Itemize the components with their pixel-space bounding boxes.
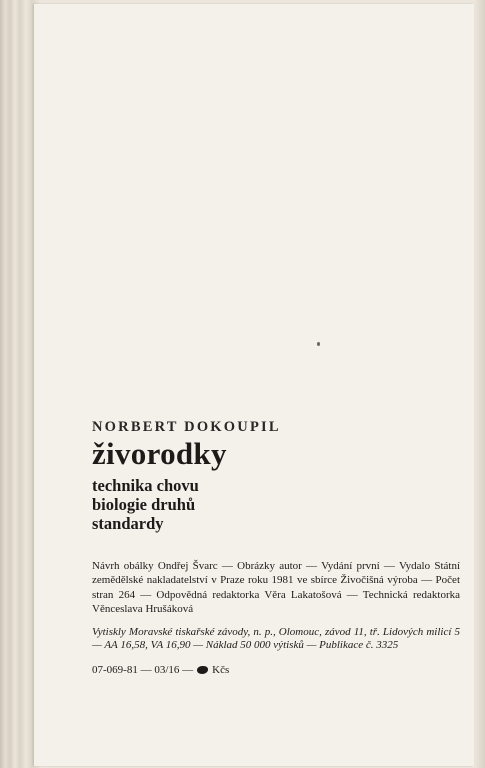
imprint-block [92,419,467,676]
currency-label: Kčs [212,663,230,676]
page-right-edge [473,0,485,768]
price-line [92,664,467,676]
publication-credits: Návrh obálky Ondřej Švarc — Obrázky autor — Vydání první — Vydalo Státní zemědělské nakladatelství v Praze roku 1981 ve sbírce Živočišná výroba — Počet stran 264 — Odpovědná redaktorka Věra Lakatošová — Technická redaktorka Věnceslava Hrušáková [92,559,460,616]
subtitle-line: biologie druhů [92,494,196,514]
author-name: NORBERT DOKOUPIL [92,419,281,435]
subtitle-list [92,476,467,533]
subtitle-line: technika chovu [92,475,199,495]
subtitle-line: standardy [92,513,164,533]
paper-speck [317,342,320,346]
catalog-code: 07-069-81 — 03/16 — [92,663,194,676]
ink-blot-icon [197,666,208,674]
book-title: živorodky [92,436,227,471]
printer-info: Vytiskly Moravské tiskařské závody, n. p., Olomouc, závod 11, tř. Lidových milicí 5 — AA 16,58, VA 16,90 — Náklad 50 000 výtisků — Publikace č. 3325 [92,625,460,652]
